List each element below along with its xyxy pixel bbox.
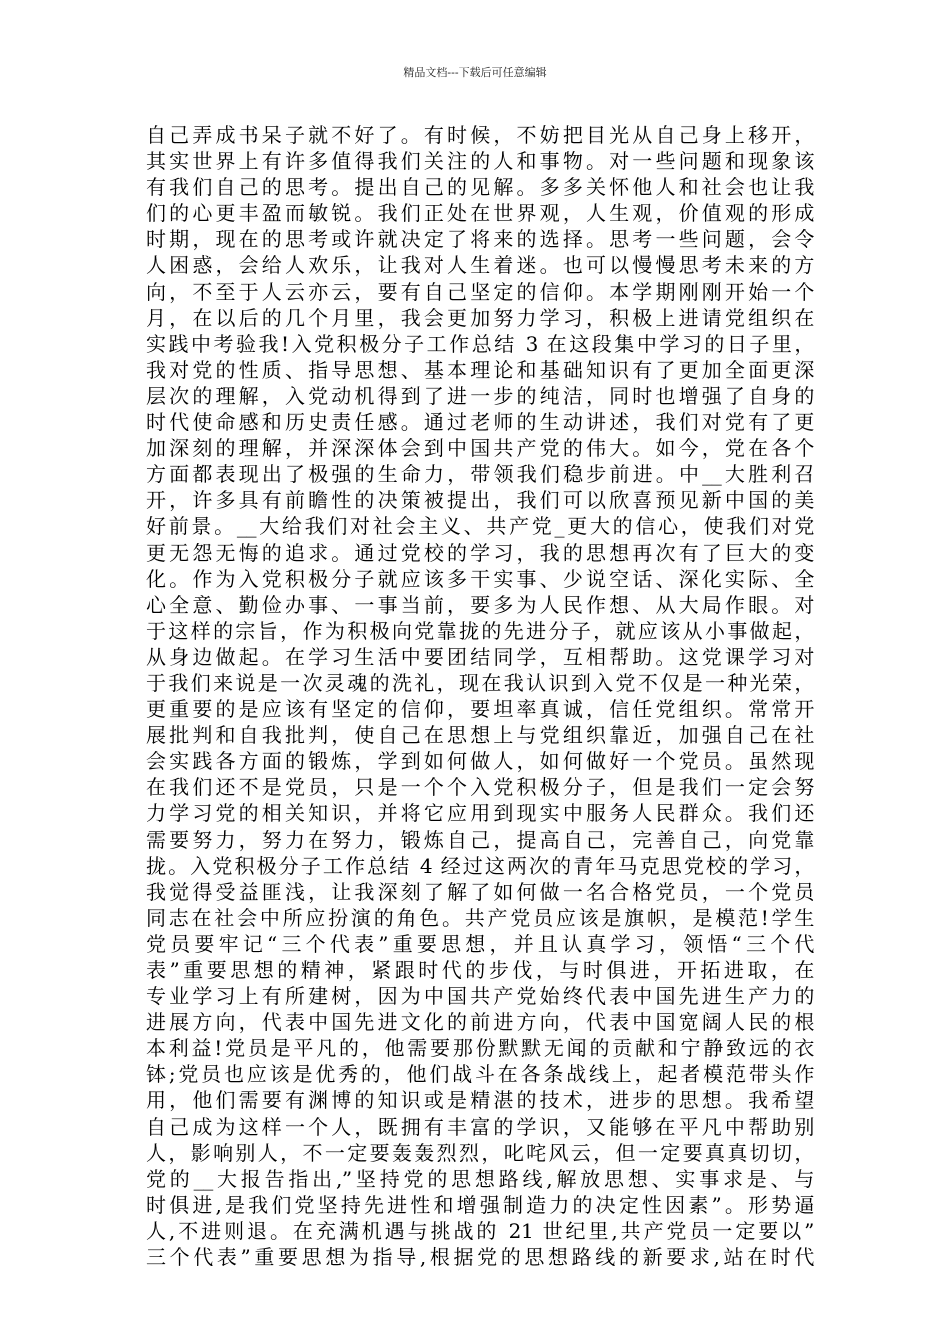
- text-line: 开，许多具有前瞻性的决策被提出，我们可以欣喜预见新中国的美: [146, 488, 814, 513]
- text-line: 本利益!党员是平凡的，他需要那份默默无闻的贡献和宁静致远的衣: [146, 1036, 814, 1061]
- text-line: 心全意、勤俭办事、一事当前，要多为人民作想、从大局作眼。对: [146, 592, 814, 617]
- text-line: 有我们自己的思考。提出自己的见解。多多关怀他人和社会也让我: [146, 175, 814, 200]
- text-line: 表”重要思想的精神，紧跟时代的步伐，与时俱进，开拓进取，在: [146, 958, 814, 982]
- text-line: 于这样的宗旨，作为积极向党靠拢的先进分子，就应该从小事做起，: [146, 618, 814, 643]
- text-line: 进展方向，代表中国先进文化的前进方向，代表中国宽阔人民的根: [146, 1010, 814, 1035]
- text-line: 人，影响别人，不一定要轰轰烈烈，叱咤风云，但一定要真真切切，: [146, 1140, 814, 1165]
- text-line: 更无怨无悔的追求。通过党校的学习，我的思想再次有了巨大的变: [146, 540, 814, 565]
- text-line: 我对党的性质、指导思想、基本理论和基础知识有了更加全面更深: [146, 357, 814, 382]
- text-line: 三个代表”重要思想为指导,根据党的思想路线的新要求,站在时代: [146, 1245, 814, 1270]
- text-line: 展批判和自我批判，使自己在思想上与党组织靠近，加强自己在社: [146, 723, 814, 748]
- text-line: 专业学习上有所建树，因为中国共产党始终代表中国先进生产力的: [146, 984, 814, 1009]
- text-line: 力学习党的相关知识，并将它应用到现实中服务人民群众。我们还: [146, 801, 814, 826]
- text-line: 其实世界上有许多值得我们关注的人和事物。对一些问题和现象该: [146, 149, 814, 174]
- text-line: 在我们还不是党员，只是一个个入党积极分子，但是我们一定会努: [146, 775, 814, 800]
- text-line: 同志在社会中所应扮演的角色。共产党员应该是旗帜，是模范!学生: [146, 905, 814, 930]
- text-line: 方面都表现出了极强的生命力，带领我们稳步前进。中__大胜利召: [146, 462, 814, 487]
- text-line: 用，他们需要有渊博的知识或是精湛的技术，进步的思想。我希望: [146, 1088, 814, 1113]
- text-line: 需要努力，努力在努力，锻炼自己，提高自己，完善自己，向党靠: [146, 827, 814, 852]
- text-line: 于我们来说是一次灵魂的洗礼，现在我认识到入党不仅是一种光荣，: [146, 670, 814, 695]
- text-line: 人困惑，会给人欢乐，让我对人生着迷。也可以慢慢思考未来的方: [146, 253, 814, 278]
- text-line: 时俱进,是我们党坚持先进性和增强制造力的决定性因素”。形势逼: [146, 1192, 814, 1217]
- text-line: 化。作为入党积极分子就应该多干实事、少说空话、深化实际、全: [146, 566, 814, 591]
- text-line: 自己弄成书呆子就不好了。有时候，不妨把目光从自己身上移开，: [146, 123, 814, 147]
- text-line: 时代使命感和历史责任感。通过老师的生动讲述，我们对党有了更: [146, 410, 814, 435]
- text-line: 好前景。__大给我们对社会主义、共产党_更大的信心，使我们对党: [146, 514, 814, 539]
- body-text: [146, 122, 814, 1270]
- text-line: 加深刻的理解，并深深体会到中国共产党的伟大。如今，党在各个: [146, 436, 814, 461]
- text-line: 党员要牢记“三个代表”重要思想，并且认真学习，领悟“三个代: [146, 931, 814, 956]
- text-line: 钵;党员也应该是优秀的，他们战斗在各条战线上，起者模范带头作: [146, 1062, 814, 1087]
- text-line: 时期，现在的思考或许就决定了将来的选择。思考一些问题，会令: [146, 227, 814, 252]
- text-line: 自己成为这样一个人，既拥有丰富的学识，又能够在平凡中帮助别: [146, 1114, 814, 1139]
- text-line: 月，在以后的几个月里，我会更加努力学习，积极上进请党组织在: [146, 305, 814, 330]
- text-line: 我觉得受益匪浅，让我深刻了解了如何做一名合格党员，一个党员: [146, 879, 814, 904]
- text-line: 会实践各方面的锻炼，学到如何做人，如何做好一个党员。虽然现: [146, 749, 814, 774]
- text-line: 实践中考验我!入党积极分子工作总结 3 在这段集中学习的日子里，: [146, 331, 814, 356]
- text-line: 向，不至于人云亦云，要有自己坚定的信仰。本学期刚刚开始一个: [146, 279, 814, 304]
- text-line: 层次的理解，入党动机得到了进一步的纯洁，同时也增强了自身的: [146, 383, 814, 408]
- page-header: 精品文档---下载后可任意编辑: [403, 66, 547, 79]
- text-line: 人,不进则退。在充满机遇与挑战的 21 世纪里,共产党员一定要以”: [146, 1218, 814, 1243]
- text-line: 党的__大报告指出,”坚持党的思想路线,解放思想、实事求是、与: [146, 1166, 814, 1191]
- text-line: 拢。入党积极分子工作总结 4 经过这两次的青年马克思党校的学习，: [146, 853, 814, 878]
- text-line: 们的心更丰盈而敏锐。我们正处在世界观，人生观，价值观的形成: [146, 201, 814, 226]
- text-line: 更重要的是应该有坚定的信仰，要坦率真诚，信任党组织。常常开: [146, 697, 814, 722]
- text-line: 从身边做起。在学习生活中要团结同学，互相帮助。这党课学习对: [146, 644, 814, 669]
